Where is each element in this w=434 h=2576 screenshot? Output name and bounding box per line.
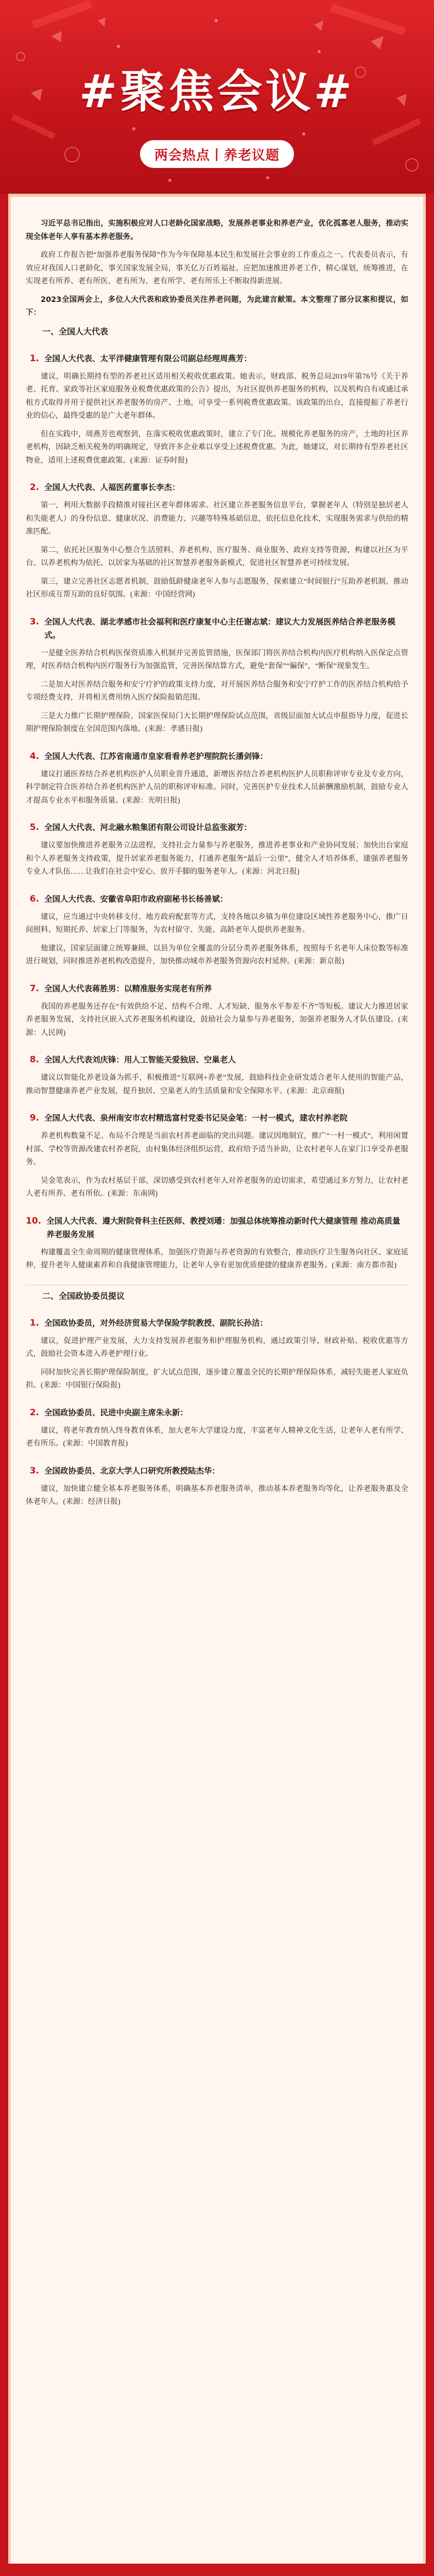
proposal-number: 8.	[29, 1055, 39, 1065]
proposal-paragraph: 三是大力推广长期护理保险，国家医保局门大长期护理保险试点范围，省级层面加大试点申报指导力度，促进长期护理保险制度在全国范围内落地。(来源：孝感日报)	[26, 711, 408, 733]
proposal-paragraph: 养老机构数量不足、布局不合理是当前农村养老面临的突出问题。建议因地制宜，推广“一村一模式”，利用闲置村部、学校等资源改建农村养老院，由村集体经济组织运营，政府给予适当补助，让农村老年人在家门口享受养老服务。	[26, 1132, 408, 1166]
proposal-header	[26, 615, 408, 642]
proposal-item	[26, 1053, 408, 1098]
proposal-title: 全国政协委员、民进中央副主席朱永新：	[44, 1408, 188, 1417]
proposal-paragraph: 第一，利用大数据手段精准对接社区老年群体需求。社区建立养老服务信息平台，掌握老年人（特别是独居老人和失能老人）的身份信息、健康状况、消费能力、兴趣等特殊基础信息，依托信息化技术，实现服务需求与供给的精准匹配。	[26, 501, 408, 536]
proposal-paragraph: 但在实践中，周燕芳也观察到，在落实税收优惠政策时，建立了专门化、规模化养老服务的房产，土地的社区养老机构，因缺乏相关税务的明确规定，导致许多企业难以享受上述税费优惠。为此，她建议，对长期持有型养老社区物业，适用上述税费优惠政策。(来源：证券时报)	[26, 430, 408, 465]
proposal-paragraph: 建议打通医养结合养老机构医护人员职业晋升通道，新增医养结合养老机构医护人员职称评审专业及专业方向，科学制定符合医养结合养老机构医护人员的职称评审标准。同时，完善医护专业技术人员薪酬激励机制，鼓励专业人才提高专业水平和服务质量。(来源：光明日报)	[26, 770, 408, 805]
subtitle-text: 两会热点丨养老议题	[154, 147, 280, 163]
footer-space	[0, 2564, 434, 2576]
page-title: #聚焦会议#	[79, 65, 355, 118]
proposal-paragraph: 建议，将老年教育纳入终身教育体系，加大老年大学建设力度，丰富老年人精神文化生活，让老年人老有所学、老有所乐。(来源：中国教育报)	[26, 1426, 408, 1448]
proposal-number: 7.	[29, 983, 39, 994]
proposal-number: 3.	[29, 616, 39, 627]
proposal-paragraph: 建议以智能化养老设备为抓手，积极推进“互联网+养老”发展，鼓励科技企业研发适合老年人使用的智能产品，推动智慧健康养老产业发展，提升独居、空巢老人的生活质量和安全保障水平。(来源：北京商报)	[26, 1074, 408, 1095]
proposal-paragraph: 建议，应当通过中央转移支付、地方政府配套等方式，支持各地以乡镇为单位建设区域性养老服务中心，推广日间照料、短期托养、居家上门等服务，为农村留守、失能、高龄老年人提供养老服务。	[26, 912, 408, 934]
proposal-item	[26, 1464, 408, 1509]
proposal-item	[26, 892, 408, 969]
proposal-item	[26, 481, 408, 602]
proposal-paragraph: 吴金笔表示，作为农村基层干部，深切感受到农村老年人对养老服务的迫切需求，希望通过多方努力，让农村老人老有所养、老有所依。(来源：东南网)	[26, 1176, 408, 1198]
section-title: 二、全国政协委员提议	[42, 1291, 125, 1301]
content-card	[8, 194, 426, 2564]
proposal-paragraph: 建议，促进护理产业发展，大力支持发展养老服务和护理服务机构，通过政策引导、财政补贴、税收优惠等方式，鼓励社会资本进入养老护理行业。	[26, 1336, 408, 1358]
intro-paragraph: 习近平总书记指出，实施积极应对人口老龄化国家战略，发展养老事业和养老产业，优化孤寡老人服务，推动实现全体老年人享有基本养老服务。	[26, 219, 408, 241]
proposal-header	[26, 1464, 408, 1478]
proposal-number: 6.	[29, 893, 39, 904]
member-proposals-list	[26, 1316, 408, 1509]
header-banner	[0, 0, 434, 194]
proposal-number: 2.	[29, 482, 39, 493]
proposal-header	[26, 1214, 408, 1241]
section-title: 一、全国人大代表	[42, 326, 109, 336]
proposal-paragraph: 同时加快完善长期护理保险制度，扩大试点范围，逐步建立覆盖全民的长期护理保险体系，减轻失能老人家庭负担。(来源：中国银行保险报)	[26, 1368, 408, 1389]
proposal-number: 3.	[29, 1465, 39, 1476]
proposal-paragraph: 构建覆盖全生命周期的健康管理体系，加强医疗资源与养老资源的有效整合，推动医疗卫生服务向社区、家庭延伸，提升老年人健康素养和自我健康管理能力，让老年人享有更加优质便捷的健康养老服务。(来源：南方都市报)	[26, 1248, 408, 1269]
proposal-title: 全国人大代表、安徽省阜阳市政府副秘书长杨善斌：	[44, 894, 228, 904]
proposal-number: 5.	[29, 822, 39, 833]
proposal-item	[26, 750, 408, 808]
proposal-item	[26, 1316, 408, 1393]
proposal-paragraph: 第三，建立完善社区志愿者机制，鼓励低龄健康老年人参与志愿服务，探索建立“时间银行”互助养老机制，推动社区形成互帮互助的良好氛围。(来源：中国经营网)	[26, 577, 408, 599]
proposal-title: 全国人大代表、湖北孝感市社会福利和医疗康复中心主任谢志斌：建议大力发展医养结合养老服务模式。	[44, 617, 396, 640]
proposal-item	[26, 615, 408, 736]
proposal-header	[26, 982, 408, 995]
subtitle-badge	[140, 140, 294, 168]
proposal-number: 10.	[26, 1215, 42, 1226]
proposal-title: 全国人大代表、人福医药董事长李杰：	[44, 483, 180, 492]
proposal-title: 全国政协委员，对外经济贸易大学保险学院教授、副院长孙洁：	[44, 1318, 268, 1328]
card-border-left	[8, 197, 11, 2564]
proposal-title: 全国政协委员、北京大学人口研究所教授陆杰华：	[44, 1466, 220, 1476]
proposal-paragraph: 第二，依托社区服务中心整合生活照料、养老机构、医疗服务、商业服务、政府支持等资源，构建以社区为平台、以养老机构为依托、以居家为基础的社区智慧养老服务新模式，促进社区智慧养老可持续发展。	[26, 546, 408, 567]
proposal-number: 1.	[29, 353, 39, 364]
proposal-number: 4.	[29, 751, 39, 761]
proposal-paragraph: 他建议，国家层面建立统筹兼顾、以县为单位全覆盖的分层分类养老服务体系，按照每千名老年人床位数等标准进行规划，同时推进养老机构改造提升，加快推动城市养老服务资源向农村延伸。(来源：新京报)	[26, 944, 408, 965]
proposal-paragraph: 建议，明确长期持有型的养老社区适用相关税收优惠政策。她表示，财政部、税务总局2019年第76号《关于养老、托育、家政等社区家庭服务业税费优惠政策的公告》提出，为社区提供养老服务的机构，以及机构自有或通过承租方式取得并用于提供社区养老服务的房产、土地，可享受一系列税费优惠政策。该政策的出台，直接提振了养老行业的信心，最终受惠的是广大老年群体。	[26, 372, 408, 420]
proposal-title: 全国人大代表、泉州南安市农村精选富村党委书记吴金笔：一村一模式，建农村养老院	[44, 1113, 348, 1123]
proposal-title: 全国人大代表、太平洋健康管理有限公司副总经理周燕芳：	[44, 353, 252, 363]
delegate-proposals-list	[26, 352, 408, 1273]
intro-paragraph: 2023全国两会上，多位人大代表和政协委员关注养老问题，为此建言献策。本文整理了部分议案和提议，如下：	[26, 295, 408, 317]
proposal-item	[26, 982, 408, 1040]
proposal-title: 全国人大代表蒋胜男：以精准服务实现老有所养	[44, 984, 212, 993]
proposal-header	[26, 1111, 408, 1125]
proposal-item	[26, 821, 408, 879]
proposal-header	[26, 750, 408, 763]
proposal-header	[26, 481, 408, 494]
proposal-paragraph: 建议，加快建立健全基本养老服务体系，明确基本养老服务清单，推动基本养老服务均等化，让养老服务惠及全体老年人。(来源：经济日报)	[26, 1484, 408, 1506]
proposal-title: 全国人大代表、江苏省南通市皇家看看养老护理院院长潘剑锋：	[44, 751, 268, 761]
proposal-title: 全国人大代表、河北融水粮集团有限公司设计总监张淑芳：	[44, 823, 252, 832]
proposal-header	[26, 1053, 408, 1066]
proposal-number: 9.	[29, 1113, 39, 1123]
proposal-item	[26, 352, 408, 468]
proposal-header	[26, 821, 408, 834]
proposal-item	[26, 1406, 408, 1451]
intro-paragraph: 政府工作报告把“加强养老服务保障”作为今年保障基本民生和发展社会事业的工作重点之一。代表委员表示，有效应对我国人口老龄化，事关国家发展全局，事关亿万百姓福祉。应把加速推进养老工作，精心谋划，统筹推进，在实现老有所养、老有所医、老有所为、老有所学、老有所乐上不断取得新进展。	[26, 251, 408, 285]
proposal-paragraph: 我国的养老服务还存在“有效供给不足、结构不合理、人才短缺、服务水平参差不齐”等短板。建议大力推进居家养老服务发展，支持社区嵌入式养老服务机构建设，鼓励社会力量参与养老服务，加强养老服务人才队伍建设。(来源：人民网)	[26, 1002, 408, 1037]
proposal-title: 全国人大代表刘庆锋：用人工智能关爱独居、空巢老人	[44, 1055, 236, 1064]
proposal-paragraph: 一是健全医养结合机构医保资质准入机制并完善监管措施，医保部门将医养结合机构内医疗机构纳入医保定点管理，对医养结合机构内医疗服务行为加强监管，完善医保结算方式，避免“套保”“骗保”，“断保”现象发生。	[26, 649, 408, 670]
proposal-header	[26, 352, 408, 365]
proposal-number: 2.	[29, 1407, 39, 1418]
proposal-paragraph: 建议要加快推进养老服务立法进程，支持社会力量参与养老服务，推进养老事业和产业协同发展；加快出台家庭和个人养老服务支持政策，提升居家养老服务能力，打通养老服务“最后一公里”，健全人才培养体系，建强养老服务专业人才队伍……让我们在社会中安心、放开手脚的服务老年人。(来源：河北日报)	[26, 841, 408, 876]
proposal-item	[26, 1214, 408, 1273]
proposal-header	[26, 1316, 408, 1330]
card-border-right	[423, 197, 426, 2564]
proposal-header	[26, 892, 408, 906]
proposal-header	[26, 1406, 408, 1419]
proposal-title: 全国人大代表、遵大附院骨科主任医师、教授刘璠：加强总体统筹推动新时代大健康管理 推动高质量养老服务发展	[46, 1216, 401, 1239]
proposal-number: 1.	[29, 1317, 39, 1328]
proposal-paragraph: 二是加大对医养结合服务和安宁疗护的政策支持力度，对开展医养结合服务和安宁疗护工作的医养结合机构给予专项经费支持，并将相关费用纳入医疗保险报销范围。	[26, 680, 408, 702]
proposal-item	[26, 1111, 408, 1201]
